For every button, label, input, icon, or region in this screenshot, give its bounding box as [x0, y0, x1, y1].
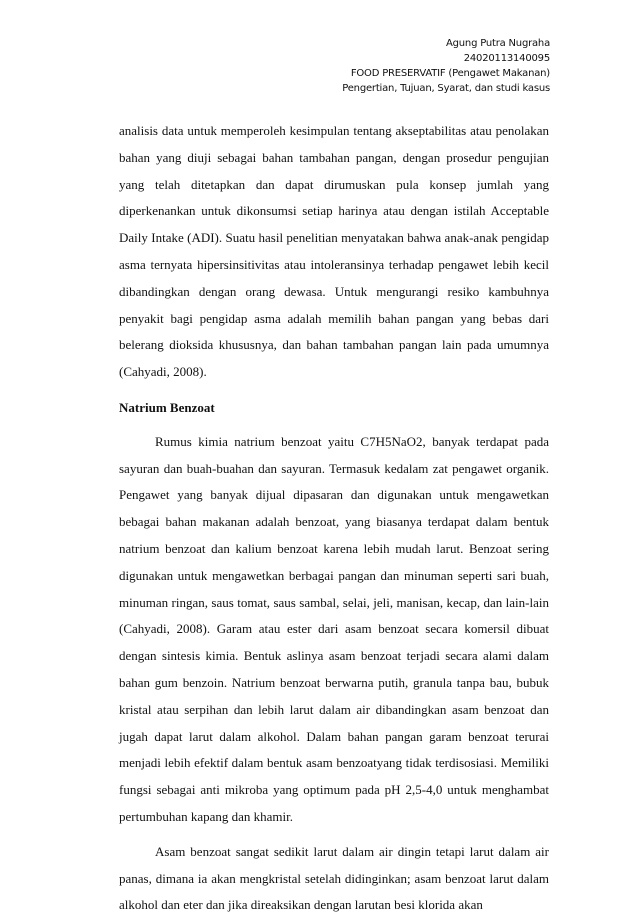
paragraph-natrium-benzoat: Rumus kimia natrium benzoat yaitu C7H5NaO2, banyak terdapat pada sayuran dan buah-buahan dan sayuran. Termasuk kedalam zat pengawet organik. Pengawet yang banyak dijual dipasaran dan digunakan untuk mengawetkan bebagai bahan makanan adalah benzoat, yang biasanya terdapat dalam bentuk natrium benzoat dan kalium benzoat karena lebih mudah larut. Benzoat sering digunakan untuk mengawetkan berbagai pangan dan minuman seperti sari buah, minuman ringan, saus tomat, saus sambal, selai, jeli, manisan, kecap, dan lain-lain (Cahyadi, 2008). Garam atau ester dari asam benzoat secara komersil dibuat dengan sintesis kimia. Bentuk aslinya asam benzoat terjadi secara alami dalam bahan gum benzoin. Natrium benzoat berwarna putih, granula tanpa bau, bubuk kristal atau serpihan dan lebih larut dalam air dibandingkan asam benzoat dan jugah dapat larut dalam alkohol. Dalam bahan pangan garam benzoat terurai menjadi lebih efektif dalam bentuk asam benzoatyang tidak terdisosiasi. Memiliki fungsi sebagai anti mikroba yang optimum pada pH 2,5-4,0 untuk menghambat pertumbuhan kapang dan khamir.: [119, 433, 549, 824]
document-body: [119, 118, 549, 919]
paragraph-adi: analisis data untuk memperoleh kesimpulan tentang akseptabilitas atau penolakan bahan yang diuji sebagai bahan tambahan pangan, dengan prosedur pengujian yang telah ditetapkan dan dapat dirumuskan pula konsep jumlah yang diperkenankan untuk dikonsumsi setiap harinya atau dengan istilah Acceptable Daily Intake (ADI). Suatu hasil penelitian menyatakan bahwa anak-anak pengidap asma ternyata hipersinsitivitas atau intoleransinya terhadap pengawet lebih kecil dibandingkan dengan orang dewasa. Untuk mengurangi resiko kambuhnya penyakit bagi pengidap asma adalah memilih bahan pangan yang bebas dari belerang dioksida khususnya, dan bahan tambahan pangan lain pada umumnya (Cahyadi, 2008).: [119, 123, 549, 380]
page-header: [342, 36, 550, 96]
header-course: FOOD PRESERVATIF (Pengawet Makanan): [350, 68, 550, 79]
section-heading-natrium-benzoat: Natrium Benzoat: [119, 399, 215, 415]
header-subtitle: Pengertian, Tujuan, Syarat, dan studi kasus: [342, 83, 550, 94]
header-student-id: 24020113140095: [463, 53, 550, 64]
header-author: Agung Putra Nugraha: [446, 38, 550, 49]
paragraph-asam-benzoat: Asam benzoat sangat sedikit larut dalam air dingin tetapi larut dalam air panas, dimana ia akan mengkristal setelah didinginkan; asam benzoat larut dalam alkohol dan eter dan jika direaksikan dengan larutan besi klorida akan: [119, 843, 549, 913]
